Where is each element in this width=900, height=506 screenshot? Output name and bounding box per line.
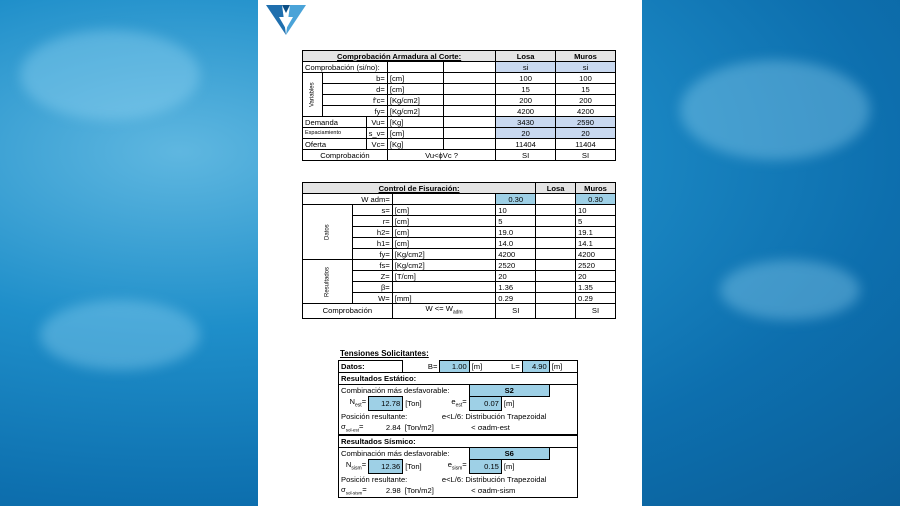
e-letter: e (451, 396, 456, 406)
empty-cell (392, 194, 496, 205)
dato-muros-value: 5 (576, 216, 616, 227)
var-symbol: b= (322, 73, 387, 84)
company-logo (266, 3, 306, 37)
e-subscript: sism (451, 465, 463, 472)
resultado-symbol: fs= (352, 260, 392, 271)
var-muros-value: 4200 (555, 106, 615, 117)
empty-cell (444, 139, 496, 150)
empty-cell (444, 106, 496, 117)
sismico-comb-value[interactable]: S6 (469, 448, 549, 460)
espaciamiento-muros-value[interactable]: 20 (555, 128, 615, 139)
dato-unit: [Kg/cm2] (392, 249, 496, 260)
var-symbol: d= (322, 84, 387, 95)
demanda-unit: [Kg] (387, 117, 443, 128)
e-letter: e (447, 459, 452, 469)
bg-blob (720, 260, 860, 320)
empty-cell (536, 249, 576, 260)
empty-cell (444, 84, 496, 95)
col-losa-header: Losa (536, 183, 576, 194)
var-losa-value: 200 (496, 95, 556, 106)
dato-losa-value: 5 (496, 216, 536, 227)
sigma-subscript: sol-sism (345, 490, 363, 496)
n-sism-value[interactable]: 12.36 (369, 460, 403, 474)
b-label: B= (427, 361, 438, 371)
n-est-unit: [Ton] (405, 398, 422, 408)
empty-cell (536, 271, 576, 282)
sigma-sism-label (339, 485, 369, 498)
resultado-muros-value: 20 (576, 271, 616, 282)
sigma-subscript: sol-est (345, 427, 359, 433)
crack-control-table (302, 182, 616, 319)
resultado-unit: [T/cm] (392, 271, 496, 282)
empty-cell (440, 422, 469, 436)
demanda-symbol: Vu= (366, 117, 387, 128)
sigma-equals: = (358, 421, 364, 431)
empty-cell (536, 227, 576, 238)
comprobacion-losa-value[interactable]: si (496, 62, 556, 73)
comprobacion-muros-result: SI (555, 150, 615, 161)
e-sism-label (440, 460, 469, 474)
b-unit: [m] (469, 361, 501, 373)
estatico-pos-label: Posición resultante: (339, 410, 440, 422)
dato-muros-value: 4200 (576, 249, 616, 260)
resultado-losa-value: 0.29 (496, 293, 536, 304)
espaciamiento-symbol: s_v= (366, 128, 387, 139)
sigma-est-value: 2.84 (369, 422, 403, 436)
oferta-muros-value: 11404 (555, 139, 615, 150)
l-value[interactable]: 4.90 (522, 361, 549, 373)
estatico-comb-value[interactable]: S2 (469, 385, 549, 397)
empty-cell (536, 304, 576, 319)
demanda-muros-value[interactable]: 2590 (555, 117, 615, 128)
dato-losa-value: 14.0 (496, 238, 536, 249)
dato-symbol: h1= (352, 238, 392, 249)
dato-symbol: fy= (352, 249, 392, 260)
sigma-sism-value: 2.98 (369, 485, 403, 498)
col-losa-header: Losa (496, 51, 556, 62)
dato-unit: [cm] (392, 216, 496, 227)
comprobacion-losa-result: SI (496, 150, 556, 161)
resultado-symbol: Z= (352, 271, 392, 282)
shear-title: Comprobación Armadura al Corte: (303, 51, 496, 62)
crack-title: Control de Fisuración: (303, 183, 536, 194)
sigma-letter: σ (341, 484, 346, 494)
empty-cell (536, 216, 576, 227)
bg-blob (40, 300, 200, 370)
dato-unit: [cm] (392, 227, 496, 238)
var-muros-value: 200 (555, 95, 615, 106)
wadm-muros-value[interactable]: 0.30 (576, 194, 616, 205)
e-equals: = (462, 459, 467, 469)
sismico-comb-label: Combinación más desfavorable: (339, 448, 470, 460)
empty-cell (536, 293, 576, 304)
oferta-symbol: Vc= (366, 139, 387, 150)
empty-cell (444, 73, 496, 84)
resultado-unit: [Kg/cm2] (392, 260, 496, 271)
n-sism-label (339, 460, 369, 474)
empty-cell (536, 194, 576, 205)
sigma-est-unit: [Ton/m2] (403, 422, 440, 436)
empty-cell (440, 485, 469, 498)
dato-muros-value: 19.1 (576, 227, 616, 238)
sigma-equals: = (362, 484, 367, 494)
e-est-unit: [m] (501, 397, 577, 411)
empty-cell (444, 128, 496, 139)
var-muros-value: 15 (555, 84, 615, 95)
dato-losa-value: 19.0 (496, 227, 536, 238)
e-est-value[interactable]: 0.07 (469, 397, 501, 411)
espaciamiento-losa-value[interactable]: 20 (496, 128, 556, 139)
variables-label: Variables (303, 73, 323, 117)
resultado-symbol: W= (352, 293, 392, 304)
empty-cell (536, 282, 576, 293)
empty-cell (536, 260, 576, 271)
empty-cell (549, 448, 577, 460)
comprobacion-label: Comprobación (303, 150, 388, 161)
demanda-label: Demanda (303, 117, 367, 128)
estatico-title: Resultados Estático: (339, 373, 578, 385)
wadm-label: W adm= (303, 194, 393, 205)
demanda-losa-value[interactable]: 3430 (496, 117, 556, 128)
dato-unit: [cm] (392, 205, 496, 216)
datos-label: Datos (303, 205, 353, 260)
var-losa-value: 100 (496, 73, 556, 84)
estatico-comb-label: Combinación más desfavorable: (339, 385, 470, 397)
col-muros-header: Muros (555, 51, 615, 62)
wadm-losa-value[interactable]: 0.30 (496, 194, 536, 205)
n-equals: = (361, 396, 367, 406)
n-subscript: sism (351, 465, 362, 472)
var-unit: [cm] (387, 73, 443, 84)
e-sism-value[interactable]: 0.15 (469, 460, 501, 474)
resultado-symbol: β= (352, 282, 392, 293)
dato-muros-value: 14.1 (576, 238, 616, 249)
espaciamiento-unit: [cm] (387, 128, 443, 139)
empty-cell (444, 117, 496, 128)
estatico-pos-value: e<L/6: Distribución Trapezoidal (440, 410, 578, 422)
sismico-pos-value: e<L/6: Distribución Trapezoidal (440, 473, 578, 485)
sigma-sism-compare: < σadm-sism (469, 485, 577, 498)
bg-blob (20, 30, 200, 120)
var-losa-value: 4200 (496, 106, 556, 117)
espaciamiento-label: Espaciamiento (303, 128, 367, 139)
stress-table (338, 360, 578, 498)
sismico-pos-label: Posición resultante: (339, 473, 440, 485)
oferta-losa-value: 11404 (496, 139, 556, 150)
l-unit: [m] (549, 361, 577, 373)
var-unit: [cm] (387, 84, 443, 95)
oferta-label: Oferta (303, 139, 367, 150)
resultado-losa-value: 20 (496, 271, 536, 282)
comprobacion-muros-result: SI (576, 304, 616, 319)
resultado-unit (392, 282, 496, 293)
empty-cell (536, 205, 576, 216)
dato-unit: [cm] (392, 238, 496, 249)
b-value[interactable]: 1.00 (440, 361, 469, 373)
e-sism-unit: [m] (501, 460, 577, 474)
resultado-losa-value: 2520 (496, 260, 536, 271)
var-unit: [Kg/cm2] (387, 106, 443, 117)
comprobacion-muros-value[interactable]: si (555, 62, 615, 73)
var-muros-value: 100 (555, 73, 615, 84)
e-subscript: est (455, 402, 463, 409)
n-est-label (339, 397, 369, 411)
dato-muros-value: 10 (576, 205, 616, 216)
sigma-est-compare: < σadm-est (469, 422, 577, 436)
resultado-losa-value: 1.36 (496, 282, 536, 293)
empty-cell (444, 95, 496, 106)
sismico-title: Resultados Sísmico: (339, 435, 578, 448)
resultado-muros-value: 1.35 (576, 282, 616, 293)
resultados-label: Resultados (303, 260, 353, 304)
n-subscript: est (355, 402, 362, 409)
var-losa-value: 15 (496, 84, 556, 95)
dato-symbol: r= (352, 216, 392, 227)
var-unit: [Kg/cm2] (387, 95, 443, 106)
comprobacion-label: Comprobación (303, 304, 393, 319)
e-est-label (440, 397, 469, 411)
var-symbol: fy= (322, 106, 387, 117)
resultado-muros-value: 2520 (576, 260, 616, 271)
dato-losa-value: 4200 (496, 249, 536, 260)
dato-symbol: h2= (352, 227, 392, 238)
n-letter: N (349, 396, 356, 406)
comprobacion-condition: Vu<ϕVc ? (387, 150, 495, 161)
empty-cell (387, 62, 443, 73)
shear-check-table (302, 50, 616, 161)
comprobacion-si-no-label: Comprobación (si/no): (303, 62, 388, 73)
sigma-letter: σ (341, 421, 346, 431)
dato-losa-value: 10 (496, 205, 536, 216)
document-page (258, 0, 642, 506)
comprobacion-losa-result: SI (496, 304, 536, 319)
oferta-unit: [Kg] (387, 139, 443, 150)
n-letter: N (345, 459, 352, 469)
empty-cell (549, 385, 577, 397)
l-label: L= (501, 361, 522, 373)
comprobacion-condition (392, 304, 496, 319)
resultado-unit: [mm] (392, 293, 496, 304)
sigma-sism-unit: [Ton/m2] (403, 485, 440, 498)
condition-text: W <= W (425, 304, 453, 313)
empty-cell (444, 62, 496, 73)
datos-label: Datos: (339, 361, 403, 373)
e-equals: = (462, 396, 467, 406)
sigma-est-label (339, 422, 369, 436)
n-equals: = (361, 459, 367, 469)
empty-cell (536, 238, 576, 249)
tensiones-title: Tensiones Solicitantes: (340, 349, 429, 358)
n-sism-unit: [Ton] (405, 461, 422, 471)
bg-blob (680, 60, 870, 160)
n-est-value[interactable]: 12.78 (369, 397, 403, 411)
dato-symbol: s= (352, 205, 392, 216)
resultado-muros-value: 0.29 (576, 293, 616, 304)
condition-subscript: adm (452, 309, 463, 316)
var-symbol: f'c= (322, 95, 387, 106)
col-muros-header: Muros (576, 183, 616, 194)
